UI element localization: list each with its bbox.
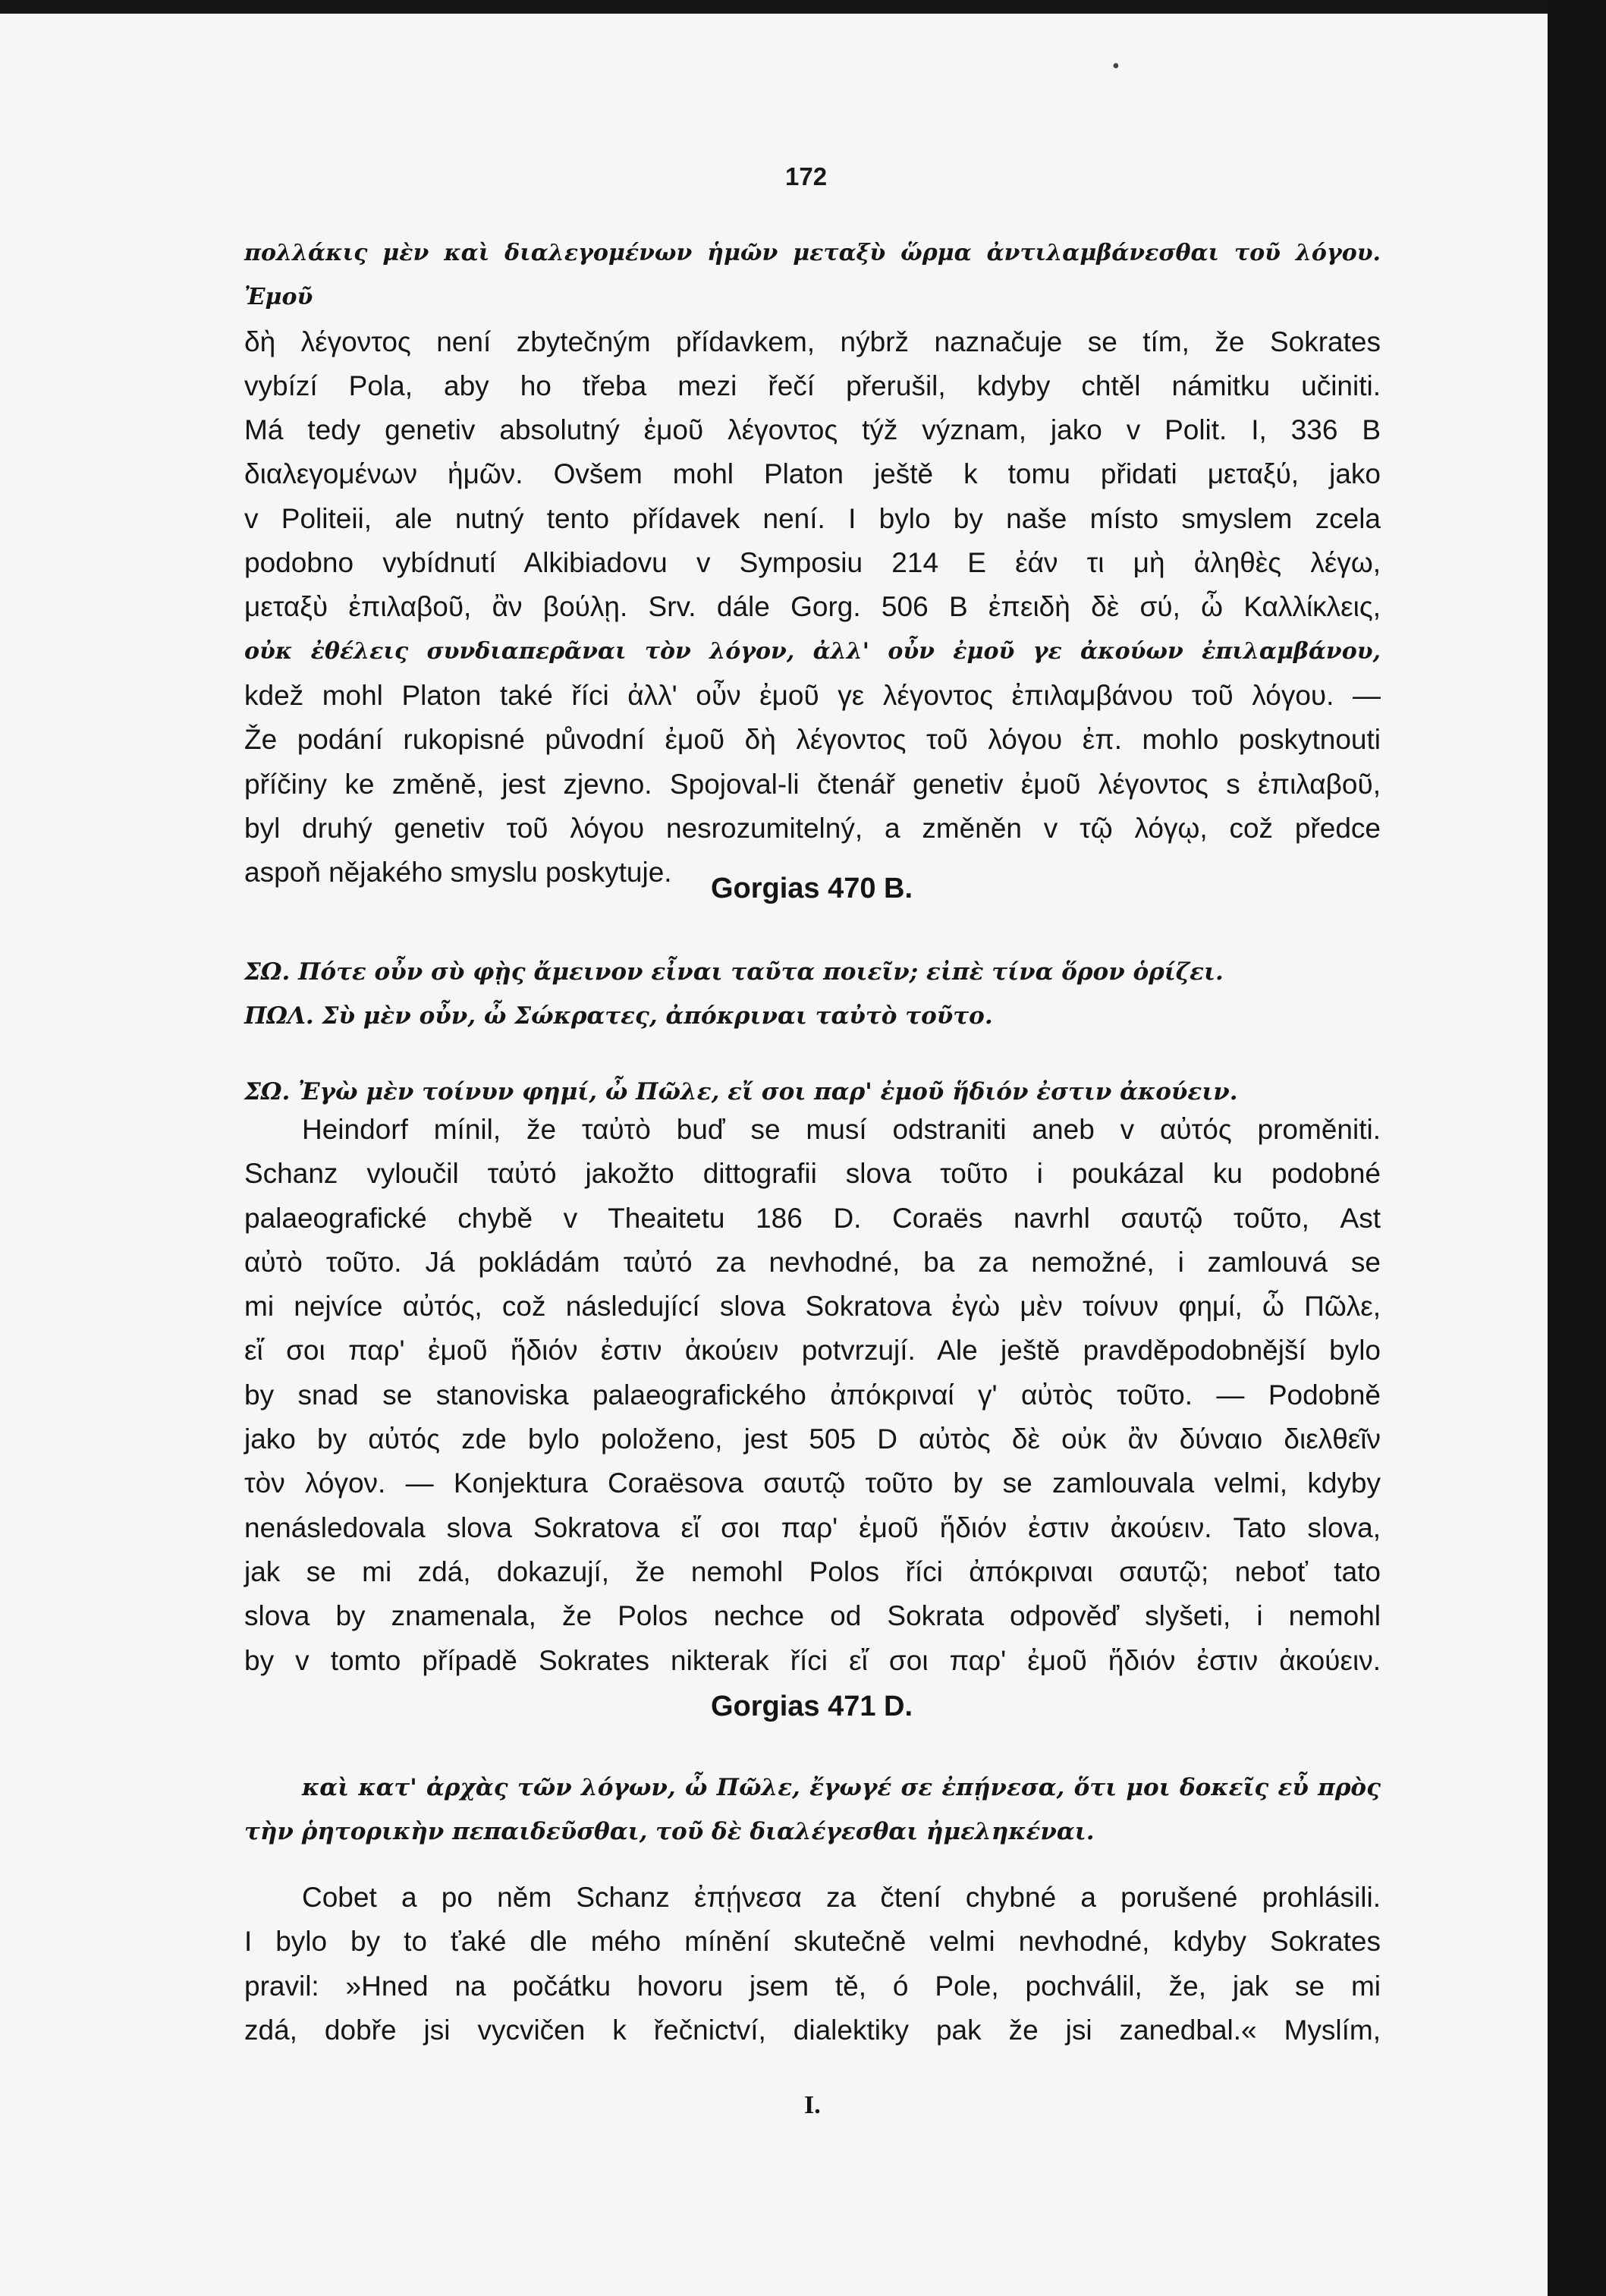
paragraph-intro xyxy=(244,231,1381,895)
text-line: jak se mi zdá, dokazují, že nemohl Polos říci ἀπόκριναι σαυτῷ; neboť tato xyxy=(244,1555,1381,1587)
text-line: οὐκ ἐθέλεις συνδιαπερᾶναι τὸν λόγον, ἀλλ' οὖν ἐμοῦ γε ἀκούων ἐπιλαμβάνου, xyxy=(244,637,1381,665)
section-heading-470b: Gorgias 470 B. xyxy=(710,873,913,904)
paragraph-471d xyxy=(244,1876,1381,2052)
text-line: slova by znamenala, že Polos nechce od Sokrata odpověď slyšeti, i nemohl xyxy=(244,1600,1381,1632)
greek-line: ΠΩΛ. Σὺ μὲν οὖν, ὦ Σώκρατες, ἀπόκριναι ταὐτὸ τοῦτο. xyxy=(244,1002,993,1030)
text-line: podobno vybídnutí Alkibiadovu v Symposiu 214 E ἐάν τι μὴ ἀληθὲς λέγω, xyxy=(244,547,1381,579)
scan-right-edge xyxy=(1548,0,1606,2296)
text-line: Má tedy genetiv absolutný ἐμοῦ λέγοντος týž význam, jako v Polit. I, 336 B xyxy=(244,414,1381,446)
text-line: palaeografické chybě v Theaitetu 186 D. Coraës navrhl σαυτῷ τοῦτο, Ast xyxy=(244,1202,1381,1234)
page-number: 172 xyxy=(785,162,828,190)
text-line: αὐτὸ τοῦτο. Já pokládám ταὐτό za nevhodné, ba za nemožné, i zamlouvá se xyxy=(244,1246,1381,1278)
greek-line: τὴν ῥητορικὴν πεπαιδεῦσθαι, τοῦ δὲ διαλέγεσθαι ἠμεληκέναι. xyxy=(244,1818,1095,1845)
text-line: kdež mohl Platon také říci ἀλλ' οὖν ἐμοῦ γε λέγοντος ἐπιλαμβάνου τοῦ λόγου. — xyxy=(244,679,1381,711)
paragraph-470b xyxy=(244,1108,1381,1683)
greek-line: καὶ κατ' ἀρχὰς τῶν λόγων, ὦ Πῶλε, ἔγωγέ σε ἐπῄνεσα, ὅτι μοι δοκεῖς εὖ πρὸς xyxy=(302,1774,1381,1801)
text-line: byl druhý genetiv τοῦ λόγου nesrozumitelný, a změněn v τῷ λόγῳ, což předce xyxy=(244,812,1381,844)
text-line: Cobet a po něm Schanz ἐπῄνεσα za čtení chybné a porušené prohlásili. xyxy=(302,1882,1381,1913)
text-line: v Politeii, ale nutný tento přídavek není. I bylo by naše místo smyslem zcela xyxy=(244,502,1381,534)
text-line: vybízí Pola, aby ho třeba mezi řečí přerušil, kdyby chtěl námitku učiniti. xyxy=(244,370,1381,401)
signature-mark: I. xyxy=(804,2091,821,2119)
text-line: Schanz vyloučil ταὐτό jakožto dittografii slova τοῦτο i poukázal ku podobné xyxy=(244,1158,1381,1190)
text-line: příčiny ke změně, jest zjevno. Spojoval-li čtenář genetiv ἐμοῦ λέγοντος s ἐπιλαβοῦ, xyxy=(244,768,1381,800)
text-line: pravil: »Hned na počátku hovoru jsem tě, ó Pole, pochválil, že, jak se mi xyxy=(244,1970,1381,2002)
text-line: nenásledovala slova Sokratova εἴ σοι παρ' ἐμοῦ ἥδιόν ἐστιν ἀκούειν. Tato slova, xyxy=(244,1511,1381,1543)
text-line: jako by αὐτός zde bylo položeno, jest 505 D αὐτὸς δὲ οὐκ ἂν δύναιο διελθεῖν xyxy=(244,1423,1381,1455)
text-line: I bylo by to ťaké dle mého mínění skutečně velmi nevhodné, kdyby Sokrates xyxy=(244,1926,1381,1958)
text-line: εἴ σοι παρ' ἐμοῦ ἥδιόν ἐστιν ἀκούειν potvrzují. Ale ještě pravděpodobnější bylo xyxy=(244,1335,1381,1367)
text-line: aspoň nějakého smyslu poskytuje. xyxy=(244,857,672,889)
top-mark: • xyxy=(1112,55,1120,78)
greek-dialogue xyxy=(244,950,1381,1038)
text-line: τὸν λόγον. — Konjektura Coraësova σαυτῷ τοῦτο by se zamlouvala velmi, kdyby xyxy=(244,1467,1381,1499)
text-line: δὴ λέγοντος není zbytečným přídavkem, nýbrž naznačuje se tím, že Sokrates xyxy=(244,326,1381,357)
text-line: by v tomto případě Sokrates nikterak říci εἴ σοι παρ' ἐμοῦ ἥδιόν ἐστιν ἀκούειν. xyxy=(244,1644,1381,1676)
greek-quote xyxy=(244,1766,1381,1854)
scan-top-edge xyxy=(0,0,1548,14)
text-line: Že podání rukopisné původní ἐμοῦ δὴ λέγοντος τοῦ λόγου ἐπ. mohlo poskytnouti xyxy=(244,724,1381,756)
text-line: διαλεγομένων ἡμῶν. Ovšem mohl Platon ještě k tomu přidati μεταξύ, jako xyxy=(244,458,1381,490)
greek-line: ΣΩ. Ἐγὼ μὲν τοίνυν φημί, ὦ Πῶλε, εἴ σοι παρ' ἐμοῦ ἥδιόν ἐστιν ἀκούειν. xyxy=(244,1078,1238,1106)
text-line: πολλάκις μὲν καὶ διαλεγομένων ἡμῶν μεταξὺ ὥρμα ἀντιλαμβάνεσθαι τοῦ λόγου. Ἐμοῦ xyxy=(244,240,1381,311)
section-heading-471d: Gorgias 471 D. xyxy=(710,1691,913,1722)
text-line: μεταξὺ ἐπιλαβοῦ, ἂν βούλῃ. Srv. dále Gorg. 506 B ἐπειδὴ δὲ σύ, ὦ Καλλίκλεις, xyxy=(244,591,1381,623)
text-line: Heindorf mínil, že ταὐτὸ buď se musí odstraniti aneb v αὐτός proměniti. xyxy=(302,1114,1381,1145)
greek-line: ΣΩ. Πότε οὖν σὺ φῂς ἄμεινον εἶναι ταῦτα ποιεῖν; εἰπὲ τίνα ὅρον ὁρίζει. xyxy=(244,958,1224,986)
text-line: by snad se stanoviska palaeografického ἀπόκριναί γ' αὐτὸς τοῦτο. — Podobně xyxy=(244,1379,1381,1411)
text-line: mi nejvíce αὐτός, což následující slova Sokratova ἐγὼ μὲν τοίνυν φημί, ὦ Πῶλε, xyxy=(244,1291,1381,1323)
text-line: zdá, dobře jsi vycvičen k řečnictví, dialektiky pak že jsi zanedbal.« Myslím, xyxy=(244,2014,1381,2046)
